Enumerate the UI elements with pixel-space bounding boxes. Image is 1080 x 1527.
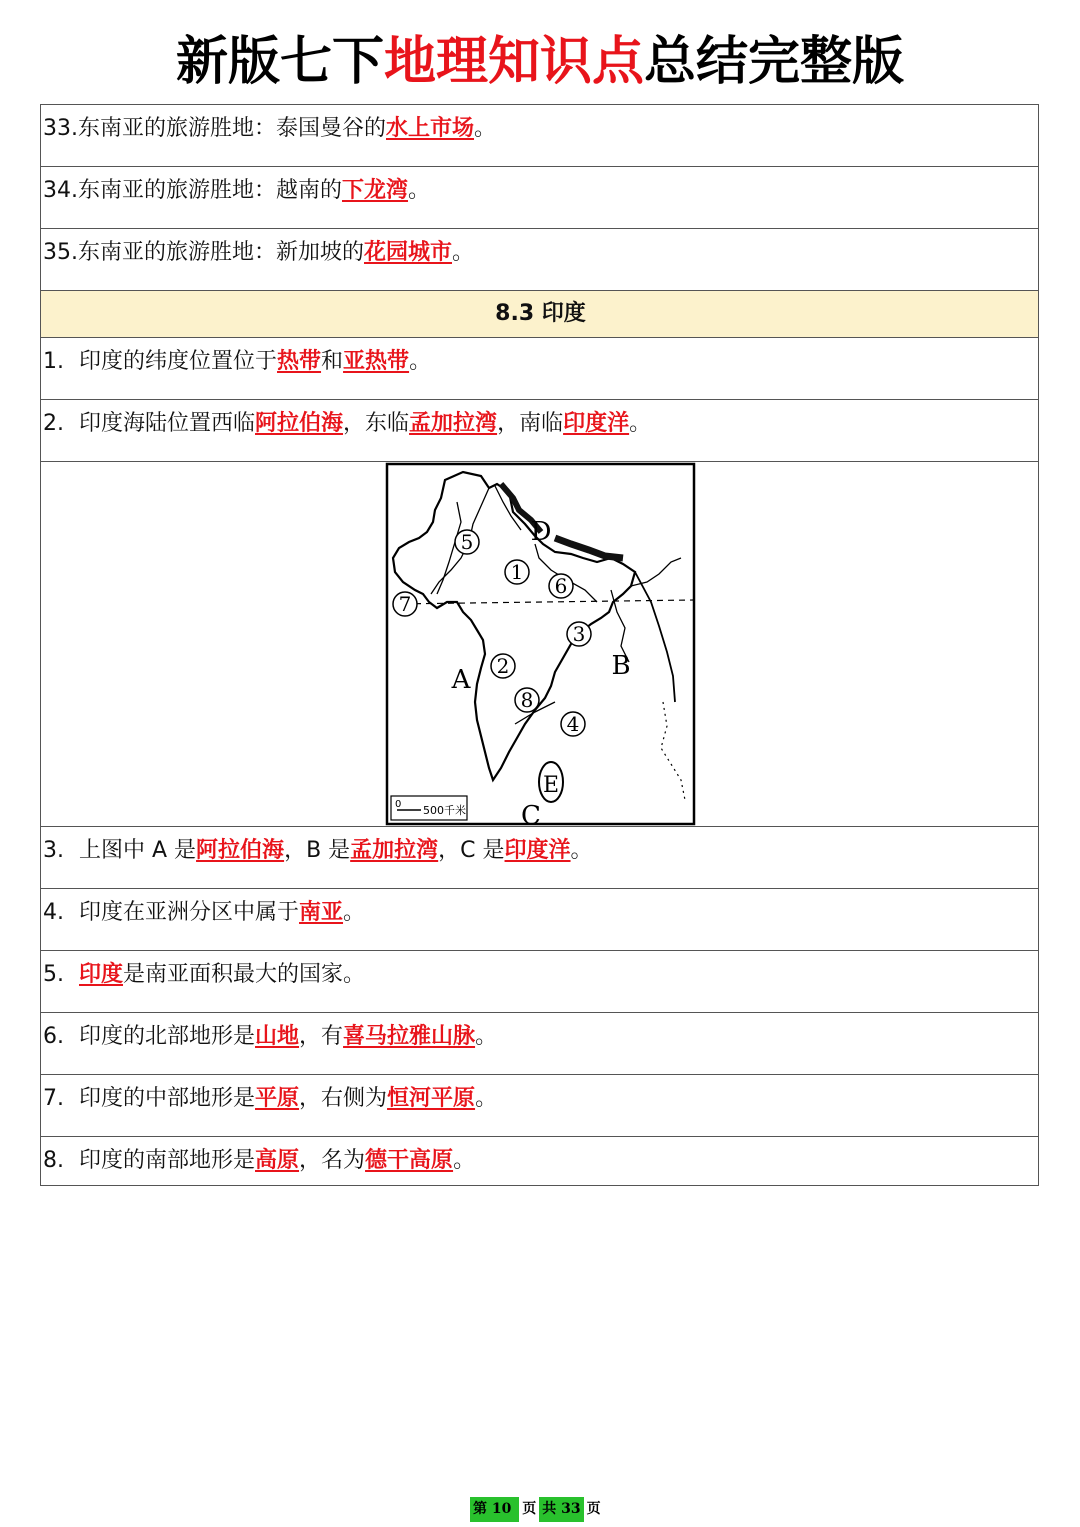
answer: 喜马拉雅山脉 bbox=[343, 1024, 476, 1049]
title-part1: 新版七下 bbox=[175, 32, 384, 92]
page-footer: 第 10 页 共 33 页 bbox=[470, 1497, 608, 1522]
table-row: 3. 上图中 A 是阿拉伯海，B 是孟加拉湾，C 是印度洋。 bbox=[41, 827, 1039, 889]
marker-label: 6 bbox=[554, 574, 568, 598]
answer: 印度洋 bbox=[504, 838, 571, 863]
answer: 阿拉伯海 bbox=[196, 838, 285, 863]
table-row: 7. 印度的中部地形是平原，右侧为恒河平原。 bbox=[41, 1075, 1039, 1137]
marker-label: 3 bbox=[572, 622, 586, 646]
answer: 恒河平原 bbox=[387, 1086, 476, 1111]
answer: 花园城市 bbox=[364, 240, 453, 265]
knowledge-table bbox=[40, 104, 1039, 1186]
scale-zero: 0 bbox=[395, 799, 402, 810]
scale-label: 500千米 bbox=[423, 804, 466, 817]
marker-label: 5 bbox=[460, 530, 474, 554]
marker-label: 1 bbox=[510, 560, 524, 584]
label-e: E bbox=[542, 773, 560, 798]
label-a: A bbox=[451, 665, 471, 695]
answer: 孟加拉湾 bbox=[350, 838, 439, 863]
marker-label: 4 bbox=[566, 712, 580, 736]
map-row bbox=[41, 462, 1039, 827]
answer: 高原 bbox=[255, 1148, 300, 1173]
label-d: D bbox=[530, 517, 552, 547]
section-title: 8.3 印度 bbox=[41, 291, 1039, 338]
title-part2: 地理知识点 bbox=[383, 32, 644, 92]
marker-label: 8 bbox=[520, 688, 534, 712]
table-row: 8. 印度的南部地形是高原，名为德干高原。 bbox=[41, 1137, 1039, 1186]
marker-label: 7 bbox=[398, 592, 412, 616]
table-row: 34.东南亚的旅游胜地：越南的下龙湾。 bbox=[41, 167, 1039, 229]
answer: 山地 bbox=[255, 1024, 300, 1049]
label-c: C bbox=[521, 801, 541, 826]
india-map bbox=[385, 462, 697, 826]
table-row: 6. 印度的北部地形是山地，有喜马拉雅山脉。 bbox=[41, 1013, 1039, 1075]
table-row: 5. 印度是南亚面积最大的国家。 bbox=[41, 951, 1039, 1013]
answer: 南亚 bbox=[299, 900, 344, 925]
table-row: 35.东南亚的旅游胜地：新加坡的花园城市。 bbox=[41, 229, 1039, 291]
answer: 阿拉伯海 bbox=[255, 411, 344, 436]
title-part3: 总结完整版 bbox=[644, 32, 905, 92]
answer: 德干高原 bbox=[365, 1148, 454, 1173]
answer: 热带 bbox=[277, 349, 322, 374]
answer: 平原 bbox=[255, 1086, 300, 1111]
footer-current: 第 10 bbox=[470, 1497, 519, 1522]
table-row: 4. 印度在亚洲分区中属于南亚。 bbox=[41, 889, 1039, 951]
answer: 印度 bbox=[79, 962, 124, 987]
answer: 水上市场 bbox=[386, 116, 475, 141]
label-b: B bbox=[611, 651, 631, 681]
table-row: 33.东南亚的旅游胜地：泰国曼谷的水上市场。 bbox=[41, 105, 1039, 167]
table-row: 1. 印度的纬度位置位于热带和亚热带。 bbox=[41, 338, 1039, 400]
answer: 下龙湾 bbox=[342, 178, 409, 203]
answer: 亚热带 bbox=[343, 349, 410, 374]
page-title bbox=[0, 24, 1080, 100]
section-header bbox=[41, 291, 1039, 338]
answer: 孟加拉湾 bbox=[409, 411, 498, 436]
answer: 印度洋 bbox=[563, 411, 630, 436]
table-row: 2. 印度海陆位置西临阿拉伯海，东临孟加拉湾，南临印度洋。 bbox=[41, 400, 1039, 462]
marker-label: 2 bbox=[496, 654, 510, 678]
footer-total: 共 33 bbox=[539, 1497, 583, 1522]
